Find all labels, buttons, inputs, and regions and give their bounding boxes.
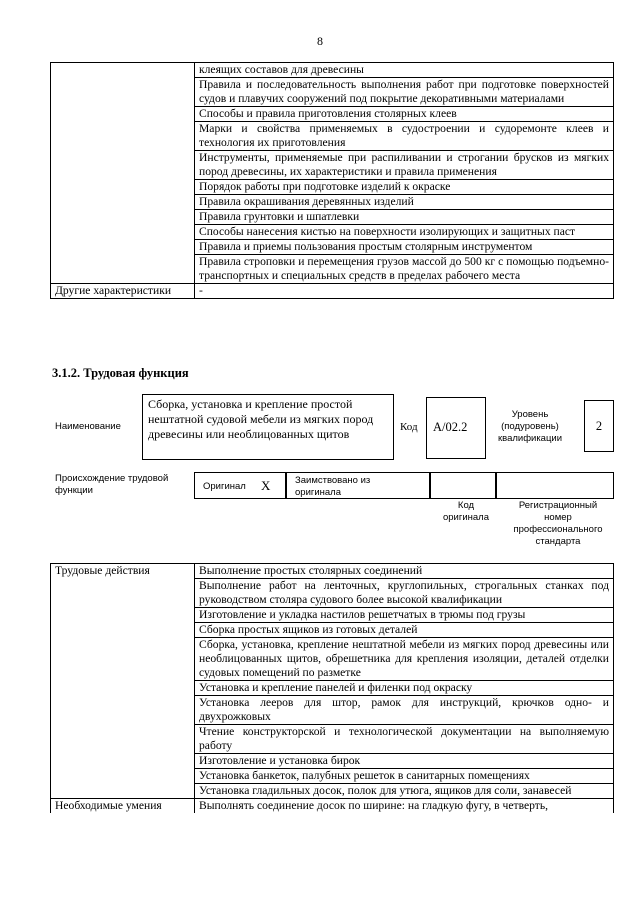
borrowed-label: Заимствовано из оригинала — [295, 475, 371, 498]
borrowed-cell — [286, 472, 430, 499]
row-label — [51, 240, 195, 255]
row-label — [51, 579, 195, 608]
original-mark: X — [261, 478, 271, 493]
table-row — [51, 255, 614, 284]
table-row — [51, 151, 614, 180]
table-row — [51, 725, 614, 754]
table-row — [51, 284, 614, 299]
page-number: 8 — [317, 34, 323, 48]
original-code-cell — [430, 472, 496, 499]
row-text: Правила грунтовки и шпатлевки — [195, 210, 614, 225]
table-row — [51, 754, 614, 769]
row-label: Трудовые действия — [51, 564, 195, 579]
row-text: Порядок работы при подготовке изделий к окраске — [195, 180, 614, 195]
row-label — [51, 63, 195, 78]
registration-number-cell — [496, 472, 614, 499]
code-caption: Код оригинала — [442, 500, 489, 523]
table-row — [51, 240, 614, 255]
original-cell — [194, 472, 286, 499]
table-row — [51, 769, 614, 784]
row-text: Выполнение работ на ленточных, круглопильных, строгальных станках под руководством столяра судового более высокой квалификации — [195, 579, 614, 608]
requirements-table-continued — [50, 62, 614, 299]
level-label: Уровень (подуровень) квалификации — [497, 409, 563, 444]
level-value-box: 2 — [584, 400, 614, 452]
row-text: Способы нанесения кистью на поверхности изолирующих и защитных паст — [195, 225, 614, 240]
row-label — [51, 180, 195, 195]
row-text: Изготовление и установка бирок — [195, 754, 614, 769]
row-label — [51, 638, 195, 681]
row-label — [51, 784, 195, 799]
row-text: Изготовление и укладка настилов решетчатых в трюмы под грузы — [195, 608, 614, 623]
row-text: Установка гладильных досок, полок для утюга, ящиков для соли, занавесей — [195, 784, 614, 799]
original-label: Оригинал — [203, 481, 246, 492]
table-row — [51, 638, 614, 681]
row-label — [51, 255, 195, 284]
registration-caption: Регистрационный номер профессионального стандарта — [513, 500, 603, 547]
section-heading: 3.1.2. Трудовая функция — [52, 366, 189, 380]
row-text: Правила окрашивания деревянных изделий — [195, 195, 614, 210]
row-text: Установка лееров для штор, рамок для инструкций, крючков одно- и двухрожковых — [195, 696, 614, 725]
code-value-box: A/02.2 — [426, 397, 486, 459]
table-row — [51, 784, 614, 799]
row-text: Способы и правила приготовления столярных клеев — [195, 107, 614, 122]
row-label — [51, 210, 195, 225]
row-text: Сборка, установка, крепление нештатной мебели из мягких пород древесины или необлицованных щитов, обрешетника для крепления изоляции, деталей отделки судовых помещений по разметке — [195, 638, 614, 681]
table-row — [51, 210, 614, 225]
table-row — [51, 696, 614, 725]
row-text: Марки и свойства применяемых в судостроении и судоремонте клеев и технология их приготовления — [195, 122, 614, 151]
row-text: - — [195, 284, 614, 299]
row-label: Необходимые умения — [51, 799, 195, 814]
table-row — [51, 623, 614, 638]
name-label: Наименование — [55, 421, 121, 432]
row-label: Другие характеристики — [51, 284, 195, 299]
row-label — [51, 195, 195, 210]
table-row — [51, 195, 614, 210]
row-label — [51, 725, 195, 754]
row-text: Выполнение простых столярных соединений — [195, 564, 614, 579]
table-row — [51, 225, 614, 240]
row-label — [51, 754, 195, 769]
origin-label: Происхождение трудовой функции — [55, 473, 169, 496]
row-text: Установка банкеток, палубных решеток в санитарных помещениях — [195, 769, 614, 784]
table-row — [51, 564, 614, 579]
row-text: Чтение конструкторской и технологической документации на выполняемую работу — [195, 725, 614, 754]
row-label — [51, 608, 195, 623]
row-label — [51, 225, 195, 240]
row-text: Установка и крепление панелей и филенки под окраску — [195, 681, 614, 696]
row-label — [51, 769, 195, 784]
table-row — [51, 799, 614, 814]
row-text: Инструменты, применяемые при распиливании и строгании брусков из мягких пород древесины, их характеристики и правила применения — [195, 151, 614, 180]
row-text: Правила и последовательность выполнения работ при подготовке поверхностей судов и плавучих сооружений под покрытие декоративными материалами — [195, 78, 614, 107]
table-row — [51, 63, 614, 78]
function-name-box: Сборка, установка и крепление простой нештатной судовой мебели из мягких пород древесины или необлицованных щитов — [142, 394, 394, 460]
row-text: Правила строповки и перемещения грузов массой до 500 кг с помощью подъемно-транспортных и специальных средств в пределах рабочего места — [195, 255, 614, 284]
row-label — [51, 151, 195, 180]
row-text: Правила и приемы пользования простым столярным инструментом — [195, 240, 614, 255]
table-row — [51, 107, 614, 122]
code-label: Код — [400, 421, 418, 433]
row-label — [51, 681, 195, 696]
table-row — [51, 579, 614, 608]
table-row — [51, 78, 614, 107]
row-text: Сборка простых ящиков из готовых деталей — [195, 623, 614, 638]
row-label — [51, 107, 195, 122]
row-text: Выполнять соединение досок по ширине: на гладкую фугу, в четверть, — [195, 799, 614, 814]
row-label — [51, 623, 195, 638]
table-row — [51, 608, 614, 623]
table-row — [51, 681, 614, 696]
table-row — [51, 122, 614, 151]
row-label — [51, 696, 195, 725]
row-label — [51, 78, 195, 107]
table-row — [51, 180, 614, 195]
row-label — [51, 122, 195, 151]
labor-actions-table — [50, 563, 614, 813]
row-text: клеящих составов для древесины — [195, 63, 614, 78]
